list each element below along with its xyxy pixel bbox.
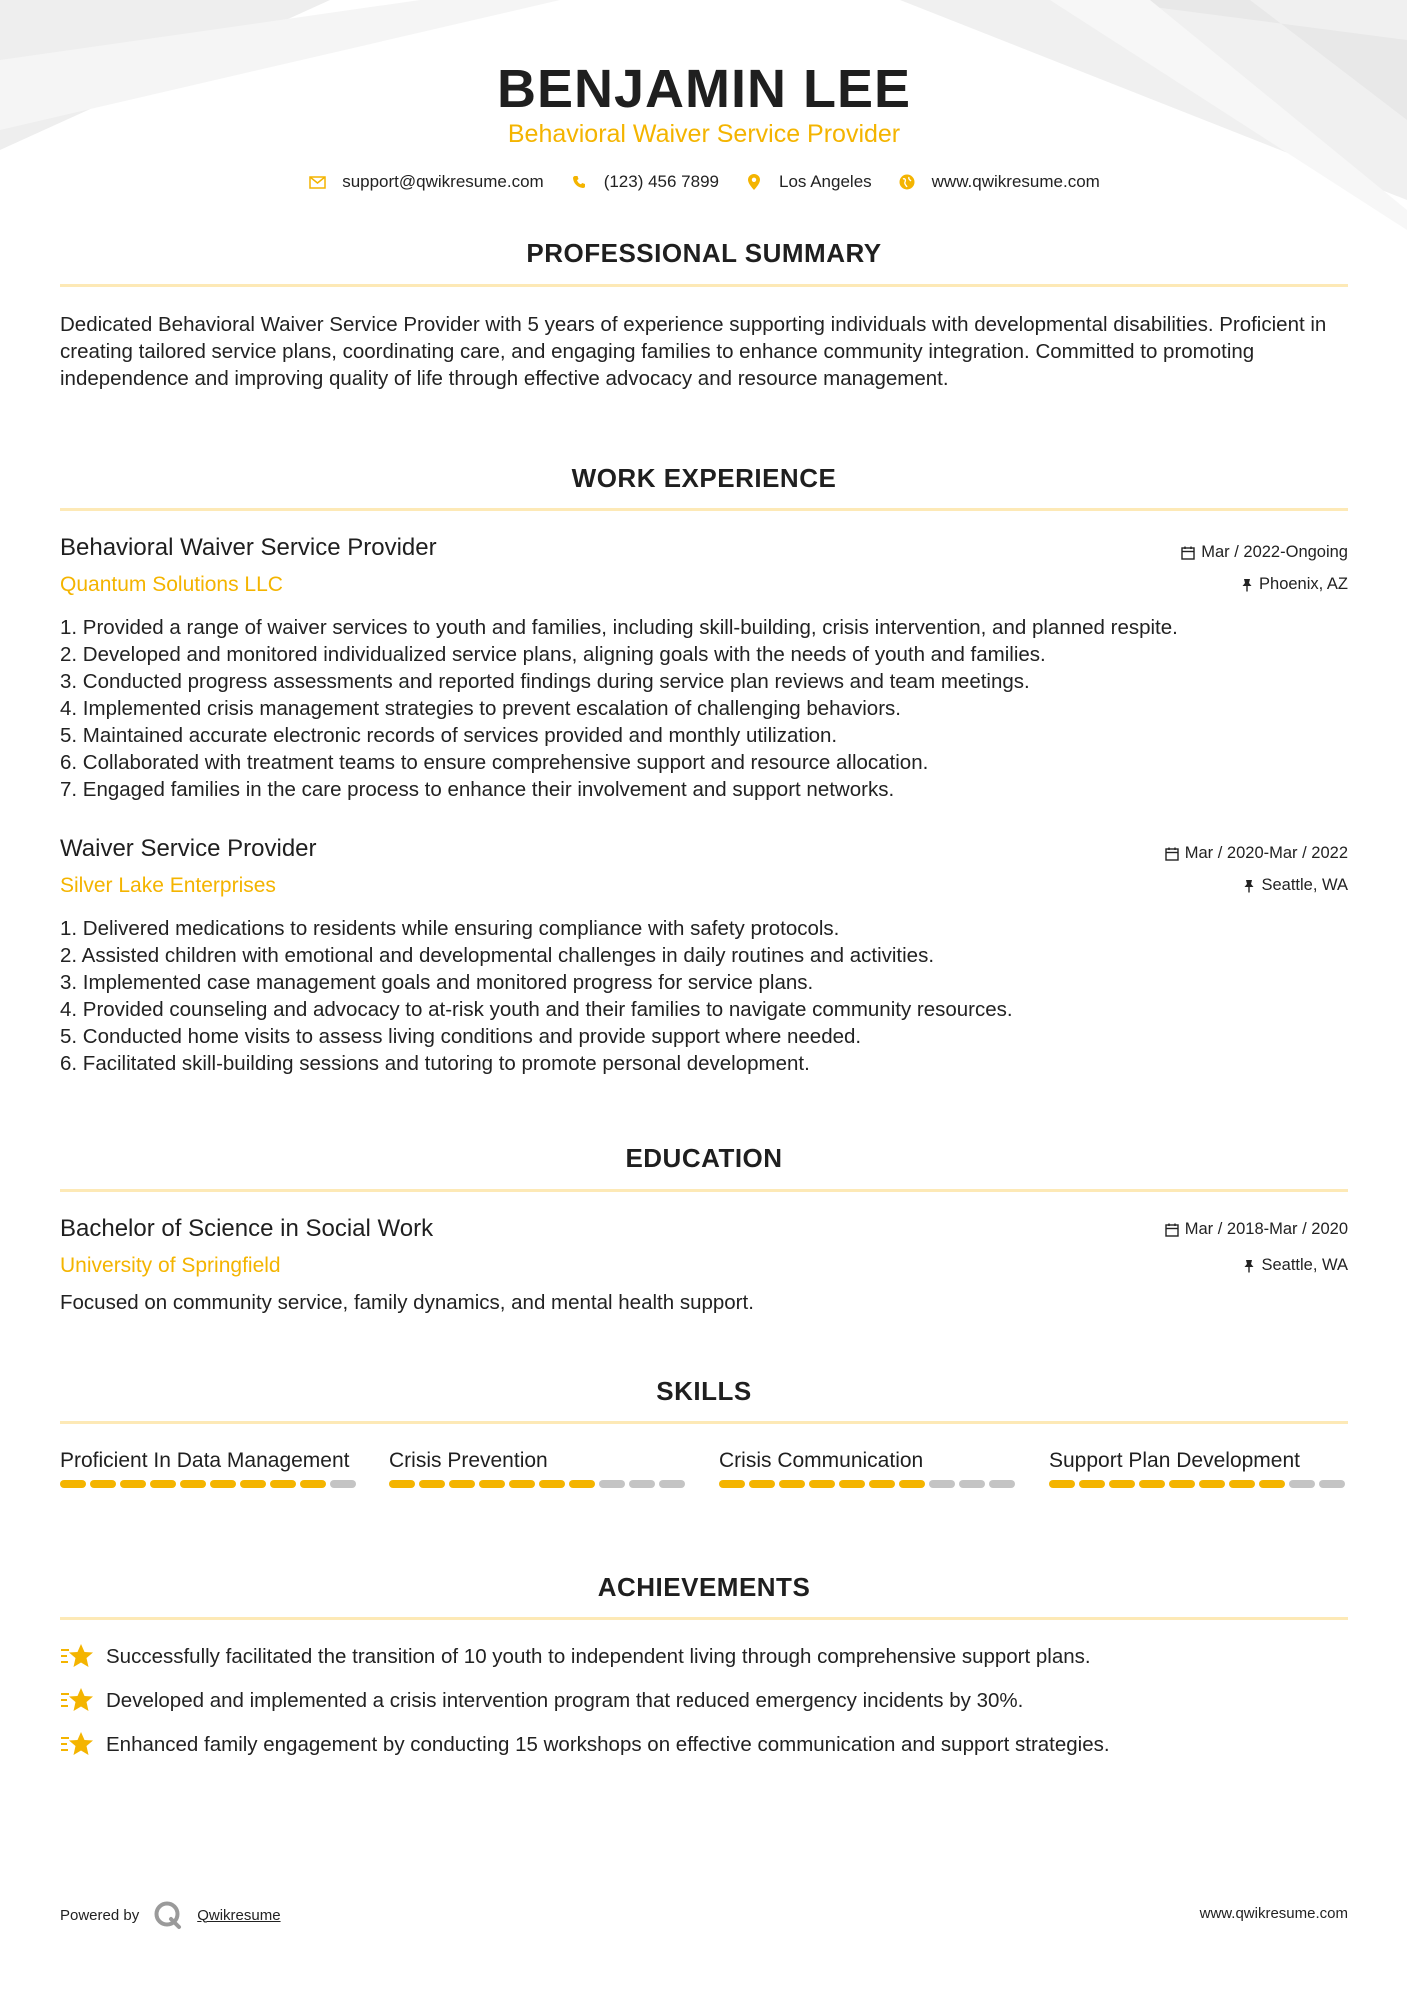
achievement-item: [60, 1686, 1023, 1716]
footer-powered-by: [60, 1900, 281, 1930]
experience-heading: WORK EXPERIENCE: [571, 463, 837, 493]
skill-bar-filled: [539, 1480, 565, 1488]
skill-bar-filled: [240, 1480, 266, 1488]
skill-item: [60, 1447, 360, 1488]
job-dates-text: Mar / 2020-Mar / 2022: [1184, 844, 1348, 862]
skill-rating: [389, 1480, 689, 1488]
skill-bar-filled: [1229, 1480, 1255, 1488]
skill-bar-filled: [419, 1480, 445, 1488]
qwikresume-link[interactable]: Qwikresume: [197, 1906, 281, 1924]
skill-bar-filled: [180, 1480, 206, 1488]
experience-divider: [60, 508, 1348, 511]
skill-bar-empty: [330, 1480, 356, 1488]
pushpin-icon: [1241, 578, 1253, 592]
pushpin-icon: [1243, 879, 1255, 893]
email-text: support@qwikresume.com: [342, 172, 544, 191]
skill-rating: [60, 1480, 360, 1488]
skill-bar-filled: [1139, 1480, 1165, 1488]
phone-text: (123) 456 7899: [603, 172, 720, 191]
calendar-icon: [1165, 1223, 1179, 1237]
school-name: University of Springfield: [60, 1254, 281, 1277]
skill-bar-filled: [270, 1480, 296, 1488]
skill-bar-filled: [210, 1480, 236, 1488]
skill-rating: [719, 1480, 1019, 1488]
list-item: 2. Developed and monitored individualized service plans, aligning goals with the needs of youth and families.: [60, 643, 1046, 666]
contact-phone[interactable]: [570, 172, 719, 192]
education-dates: [1165, 1220, 1348, 1239]
skills-heading: SKILLS: [656, 1376, 752, 1406]
achievement-text: Developed and implemented a crisis intervention program that reduced emergency incidents by 30%.: [106, 1689, 1024, 1712]
list-item: 5. Conducted home visits to assess living conditions and provide support where needed.: [60, 1025, 862, 1048]
job-dates: [1165, 844, 1348, 863]
star-icon: [60, 1730, 94, 1760]
degree-title: Bachelor of Science in Social Work: [60, 1215, 434, 1242]
education-location: [1243, 1256, 1348, 1275]
globe-icon: [898, 173, 916, 191]
list-item: 4. Implemented crisis management strategies to prevent escalation of challenging behaviors.: [60, 697, 901, 720]
skill-bar-filled: [90, 1480, 116, 1488]
job-dates-text: Mar / 2022-Ongoing: [1201, 543, 1348, 561]
list-item: 1. Provided a range of waiver services to youth and families, including skill-building, crisis intervention, and planned respite.: [60, 616, 1178, 639]
list-item: 6. Collaborated with treatment teams to ensure comprehensive support and resource allocation.: [60, 751, 929, 774]
pushpin-icon: [1243, 1259, 1255, 1273]
skill-bar-filled: [719, 1480, 745, 1488]
skill-bar-empty: [989, 1480, 1015, 1488]
star-icon: [60, 1642, 94, 1672]
list-item: 3. Implemented case management goals and monitored progress for service plans.: [60, 971, 814, 994]
skill-bar-filled: [60, 1480, 86, 1488]
achievements-divider: [60, 1617, 1348, 1620]
contact-location: [745, 172, 872, 192]
website-text: www.qwikresume.com: [931, 172, 1100, 191]
list-item: 5. Maintained accurate electronic records of services provided and monthly utilization.: [60, 724, 838, 747]
skill-bar-filled: [839, 1480, 865, 1488]
skill-bar-filled: [569, 1480, 595, 1488]
skill-bar-filled: [1049, 1480, 1075, 1488]
skill-bar-filled: [1079, 1480, 1105, 1488]
job-title: Waiver Service Provider: [60, 835, 317, 862]
education-location-text: Seattle, WA: [1261, 1256, 1348, 1274]
job-location: [1241, 575, 1348, 594]
skill-bar-filled: [749, 1480, 775, 1488]
skills-divider: [60, 1421, 1348, 1424]
skill-bar-filled: [509, 1480, 535, 1488]
contact-email[interactable]: [308, 172, 544, 192]
list-item: 1. Delivered medications to residents while ensuring compliance with safety protocols.: [60, 917, 840, 940]
job-bullets: [60, 614, 1348, 803]
skill-bar-empty: [929, 1480, 955, 1488]
company-name: Silver Lake Enterprises: [60, 874, 276, 897]
skill-rating: [1049, 1480, 1349, 1488]
calendar-icon: [1181, 546, 1195, 560]
list-item: 6. Facilitated skill-building sessions and tutoring to promote personal development.: [60, 1052, 810, 1075]
skill-item: [1049, 1447, 1349, 1488]
list-item: 3. Conducted progress assessments and reported findings during service plan reviews and team meetings.: [60, 670, 1030, 693]
list-item: 4. Provided counseling and advocacy to at-risk youth and their families to navigate community resources.: [60, 998, 1013, 1021]
phone-icon: [570, 173, 588, 191]
job-location-text: Seattle, WA: [1261, 876, 1348, 894]
summary-divider: [60, 284, 1348, 287]
skill-bar-filled: [899, 1480, 925, 1488]
summary-heading: PROFESSIONAL SUMMARY: [526, 238, 882, 268]
skill-bar-filled: [1199, 1480, 1225, 1488]
skill-bar-filled: [120, 1480, 146, 1488]
skill-bar-filled: [1169, 1480, 1195, 1488]
summary-text: Dedicated Behavioral Waiver Service Provider with 5 years of experience supporting individuals with developmental disabilities. Proficient in creating tailored service plans, coordinating care, and engaging families to enhance community integration. Committed to promoting independence and improving quality of life through effective advocacy and resource management.: [60, 313, 1327, 390]
achievements-heading: ACHIEVEMENTS: [597, 1572, 811, 1602]
candidate-name: BENJAMIN LEE: [496, 59, 912, 119]
skill-bar-empty: [599, 1480, 625, 1488]
map-pin-icon: [745, 173, 763, 191]
skill-bar-filled: [479, 1480, 505, 1488]
education-description: Focused on community service, family dynamics, and mental health support.: [60, 1291, 754, 1314]
job-location-text: Phoenix, AZ: [1259, 575, 1348, 593]
achievement-item: [60, 1642, 1091, 1672]
skill-bar-filled: [150, 1480, 176, 1488]
job-title: Behavioral Waiver Service Provider: [60, 534, 437, 561]
skill-bar-filled: [869, 1480, 895, 1488]
skill-label: Crisis Prevention: [389, 1449, 548, 1472]
job-location: [1243, 876, 1348, 895]
location-text: Los Angeles: [779, 172, 872, 191]
envelope-icon: [308, 173, 326, 191]
education-dates-text: Mar / 2018-Mar / 2020: [1184, 1220, 1348, 1238]
education-divider: [60, 1189, 1348, 1192]
achievement-text: Enhanced family engagement by conducting 15 workshops on effective communication and support strategies.: [106, 1733, 1110, 1756]
skill-bar-filled: [1259, 1480, 1285, 1488]
qwikresume-logo-icon: [153, 1900, 183, 1930]
achievement-text: Successfully facilitated the transition of 10 youth to independent living through comprehensive support plans.: [106, 1645, 1091, 1668]
skill-label: Proficient In Data Management: [60, 1449, 350, 1472]
calendar-icon: [1165, 847, 1179, 861]
skill-label: Support Plan Development: [1049, 1449, 1300, 1472]
list-item: 7. Engaged families in the care process to enhance their involvement and support networks.: [60, 778, 895, 801]
footer-website[interactable]: www.qwikresume.com: [1199, 1905, 1348, 1922]
achievement-item: [60, 1730, 1110, 1760]
skill-bar-empty: [659, 1480, 685, 1488]
skill-bar-filled: [1109, 1480, 1135, 1488]
job-bullets: [60, 915, 1348, 1077]
list-item: 2. Assisted children with emotional and developmental challenges in daily routines and activities.: [60, 944, 935, 967]
skill-item: [389, 1447, 689, 1488]
job-dates: [1181, 543, 1348, 562]
candidate-title: Behavioral Waiver Service Provider: [507, 120, 901, 148]
skill-bar-empty: [959, 1480, 985, 1488]
company-name: Quantum Solutions LLC: [60, 573, 283, 596]
powered-by-label: Powered by: [60, 1906, 140, 1924]
skill-bar-filled: [389, 1480, 415, 1488]
skill-bar-empty: [1289, 1480, 1315, 1488]
education-heading: EDUCATION: [625, 1143, 783, 1173]
skill-bar-empty: [1319, 1480, 1345, 1488]
skill-bar-empty: [629, 1480, 655, 1488]
skill-bar-filled: [449, 1480, 475, 1488]
contact-row: [60, 172, 1348, 192]
skill-bar-filled: [809, 1480, 835, 1488]
skill-item: [719, 1447, 1019, 1488]
skill-bar-filled: [779, 1480, 805, 1488]
skill-label: Crisis Communication: [719, 1449, 924, 1472]
contact-website[interactable]: [898, 172, 1100, 192]
skill-bar-filled: [300, 1480, 326, 1488]
star-icon: [60, 1686, 94, 1716]
